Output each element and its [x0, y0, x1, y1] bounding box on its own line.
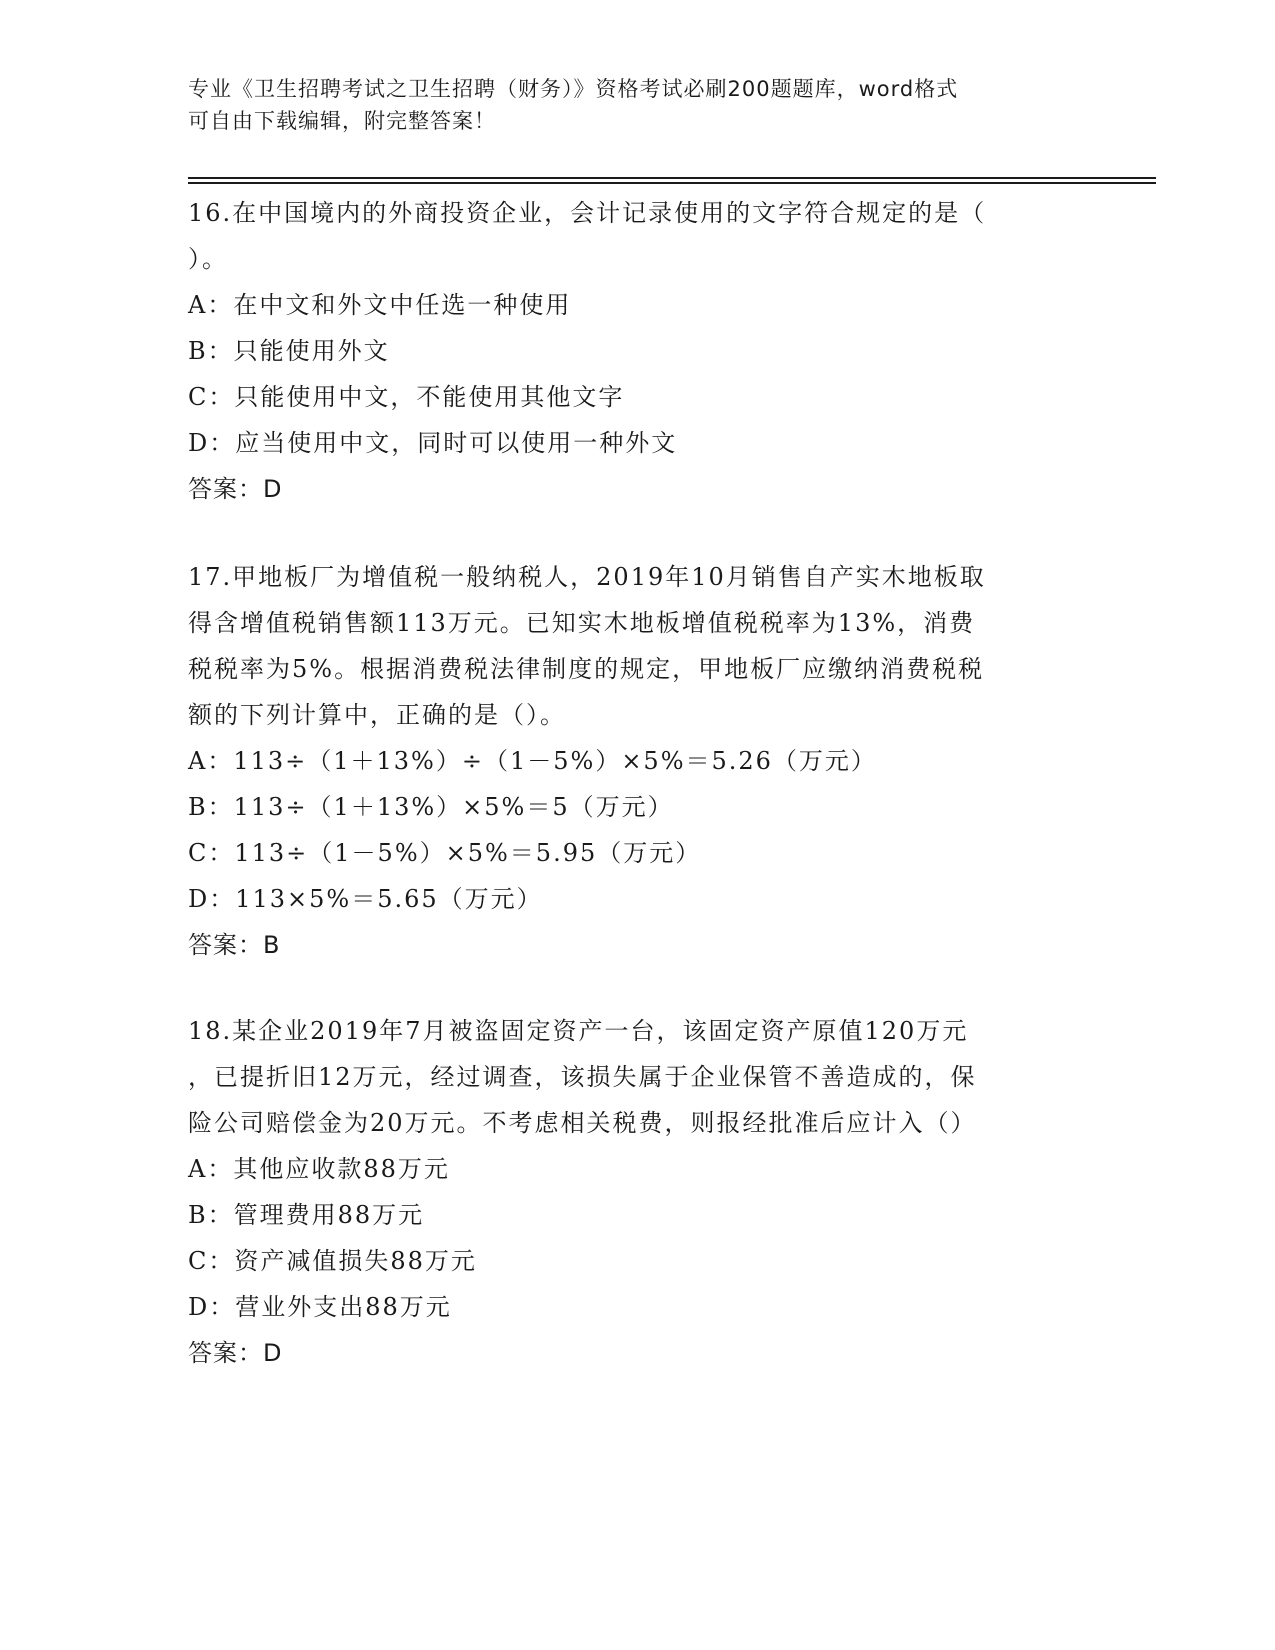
answer: 答案：D — [188, 475, 283, 503]
option-a: A：在中文和外文中任选一种使用 — [188, 291, 572, 319]
stem-line: ，已提折旧12万元，经过调查，该损失属于企业保管不善造成的，保 — [188, 1063, 977, 1091]
question-16 — [188, 190, 1088, 512]
option-d: D：应当使用中文，同时可以使用一种外文 — [188, 429, 678, 457]
document-header — [188, 73, 1088, 137]
option-b: B：只能使用外文 — [188, 337, 390, 365]
question-stem — [188, 554, 1088, 738]
stem-line: 16.在中国境内的外商投资企业，会计记录使用的文字符合规定的是（ — [188, 199, 987, 227]
option-a: A：其他应收款88万元 — [188, 1155, 450, 1183]
option-d: D：113×5%＝5.65（万元） — [188, 885, 543, 913]
option-b: B：113÷（1＋13%）×5%＝5（万元） — [188, 793, 674, 821]
option-c: C：资产减值损失88万元 — [188, 1247, 477, 1275]
answer: 答案：D — [188, 1339, 283, 1367]
stem-line: 税税率为5%。根据消费税法律制度的规定，甲地板厂应缴纳消费税税 — [188, 655, 985, 683]
stem-line: 险公司赔偿金为20万元。不考虑相关税费，则报经批准后应计入（） — [188, 1109, 977, 1137]
stem-line: 17.甲地板厂为增值税一般纳税人，2019年10月销售自产实木地板取 — [188, 563, 986, 591]
question-stem — [188, 190, 1088, 282]
stem-line: 得含增值税销售额113万元。已知实木地板增值税税率为13%，消费 — [188, 609, 976, 637]
stem-line: 额的下列计算中，正确的是（）。 — [188, 701, 566, 729]
header-rule-bottom — [188, 182, 1156, 184]
option-d: D：营业外支出88万元 — [188, 1293, 452, 1321]
option-a: A：113÷（1＋13%）÷（1－5%）×5%＝5.26（万元） — [188, 747, 877, 775]
header-line-2: 可自由下载编辑，附完整答案！ — [188, 109, 496, 133]
stem-line: 18.某企业2019年7月被盗固定资产一台，该固定资产原值120万元 — [188, 1017, 969, 1045]
question-18 — [188, 1008, 1088, 1376]
header-rule-top — [188, 177, 1156, 179]
option-c: C：只能使用中文，不能使用其他文字 — [188, 383, 625, 411]
question-17 — [188, 554, 1088, 968]
option-c: C：113÷（1－5%）×5%＝5.95（万元） — [188, 839, 702, 867]
header-line-1: 专业《卫生招聘考试之卫生招聘（财务）》资格考试必刷200题题库，word格式 — [188, 77, 959, 101]
option-b: B：管理费用88万元 — [188, 1201, 425, 1229]
question-stem — [188, 1008, 1088, 1146]
answer: 答案：B — [188, 931, 281, 959]
stem-line: ）。 — [188, 245, 228, 273]
